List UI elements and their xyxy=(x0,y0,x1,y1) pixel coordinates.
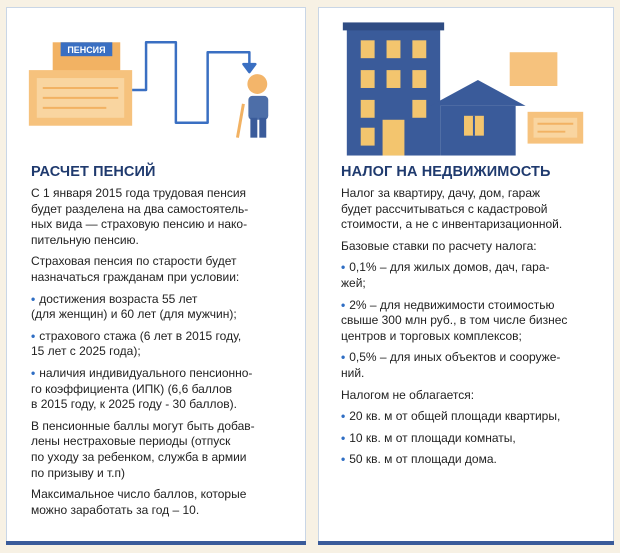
pension-content xyxy=(31,186,295,518)
paragraph xyxy=(341,388,603,404)
house-icon xyxy=(430,80,525,155)
card-bottom-bar xyxy=(318,541,614,545)
text-line: свыше 300 млн руб., в том числе бизнес xyxy=(341,313,568,328)
bullet-item xyxy=(341,452,603,468)
text-line: по призыву и т.п) xyxy=(31,465,125,480)
text-line: жей; xyxy=(341,275,366,290)
pension-illustration xyxy=(7,8,305,163)
property-tax-card xyxy=(318,7,614,545)
text-line: назначаться гражданам при условии: xyxy=(31,269,240,284)
text-line: 10 кв. м от площади комнаты, xyxy=(349,430,516,445)
text-line: лены нестраховые периоды (отпуск xyxy=(31,434,231,449)
text-line: Налог за квартиру, дачу, дом, гараж xyxy=(341,186,541,200)
bullet-item xyxy=(341,409,603,425)
text-line: центров и торговых комплексов; xyxy=(341,328,522,343)
paragraph xyxy=(341,239,603,255)
text-line: 15 лет с 2025 года); xyxy=(31,344,141,359)
text-line: 0,1% – для жилых домов, дач, гара- xyxy=(349,260,550,275)
pension-card xyxy=(6,7,306,545)
text-line: можно заработать за год – 10. xyxy=(31,502,200,517)
text-line: будет разделена на два самостоятель- xyxy=(31,201,249,216)
bullet-dot-icon: • xyxy=(341,409,346,424)
bullet-dot-icon: • xyxy=(341,297,346,312)
property-tax-title: НАЛОГ НА НЕДВИЖИМОСТЬ xyxy=(341,164,551,180)
paragraph xyxy=(341,186,603,233)
bullet-item xyxy=(341,431,603,447)
paragraph xyxy=(31,419,295,481)
tax-documents-icon xyxy=(510,52,584,143)
bullet-item xyxy=(341,298,603,345)
text-line: Базовые ставки по расчету налога: xyxy=(341,238,537,253)
bullet-item xyxy=(31,292,295,323)
bullet-dot-icon: • xyxy=(31,365,36,380)
text-line: Налогом не облагается: xyxy=(341,387,475,402)
text-line: по уходу за ребенком, служба в армии xyxy=(31,449,247,464)
text-line: страхового стажа (6 лет в 2015 году, xyxy=(39,328,242,343)
text-line: С 1 января 2015 года трудовая пенсия xyxy=(31,186,247,200)
text-line: Страховая пенсия по старости будет xyxy=(31,254,237,269)
bullet-item xyxy=(31,329,295,360)
text-line: В пенсионные баллы могут быть добав- xyxy=(31,418,255,433)
bullet-item xyxy=(31,366,295,413)
property-tax-illustration xyxy=(319,8,613,163)
text-line: Максимальное число баллов, которые xyxy=(31,487,247,502)
pension-documents-icon xyxy=(29,42,132,125)
text-line: пительную пенсию. xyxy=(31,232,139,247)
bullet-item xyxy=(341,260,603,291)
text-line: будет рассчитываться с кадастровой xyxy=(341,201,548,216)
bullet-dot-icon: • xyxy=(31,328,36,343)
bullet-dot-icon: • xyxy=(341,430,346,445)
bullet-dot-icon: • xyxy=(341,452,346,467)
text-line: ных вида — страховую пенсию и нако- xyxy=(31,217,248,232)
text-line: ний. xyxy=(341,365,365,380)
text-line: 0,5% – для иных объектов и сооруже- xyxy=(349,350,561,365)
elderly-man-icon xyxy=(237,74,268,138)
paragraph xyxy=(31,254,295,285)
card-bottom-bar xyxy=(6,541,306,545)
text-line: го коэффициента (ИПК) (6,6 баллов xyxy=(31,381,233,396)
bullet-item xyxy=(341,350,603,381)
pension-document-label: ПЕНСИЯ xyxy=(67,45,106,56)
flow-arrow-icon xyxy=(132,42,255,122)
text-line: наличия индивидуального пенсионно- xyxy=(39,365,253,380)
text-line: стоимости, а не с инвентаризационной. xyxy=(341,217,563,232)
apartment-building-icon xyxy=(343,22,444,155)
text-line: (для женщин) и 60 лет (для мужчин); xyxy=(31,307,237,322)
text-line: 20 кв. м от общей площади квартиры, xyxy=(349,409,561,424)
paragraph xyxy=(31,186,295,248)
property-tax-content xyxy=(341,186,603,468)
text-line: 50 кв. м от площади дома. xyxy=(349,452,497,467)
text-line: 2% – для недвижимости стоимостью xyxy=(349,297,555,312)
text-line: достижения возраста 55 лет xyxy=(39,291,198,306)
paragraph xyxy=(31,487,295,518)
pension-title: РАСЧЕТ ПЕНСИЙ xyxy=(31,164,156,180)
text-line: в 2015 году, к 2025 году - 30 баллов). xyxy=(31,397,238,412)
bullet-dot-icon: • xyxy=(341,260,346,275)
bullet-dot-icon: • xyxy=(341,350,346,365)
bullet-dot-icon: • xyxy=(31,291,36,306)
